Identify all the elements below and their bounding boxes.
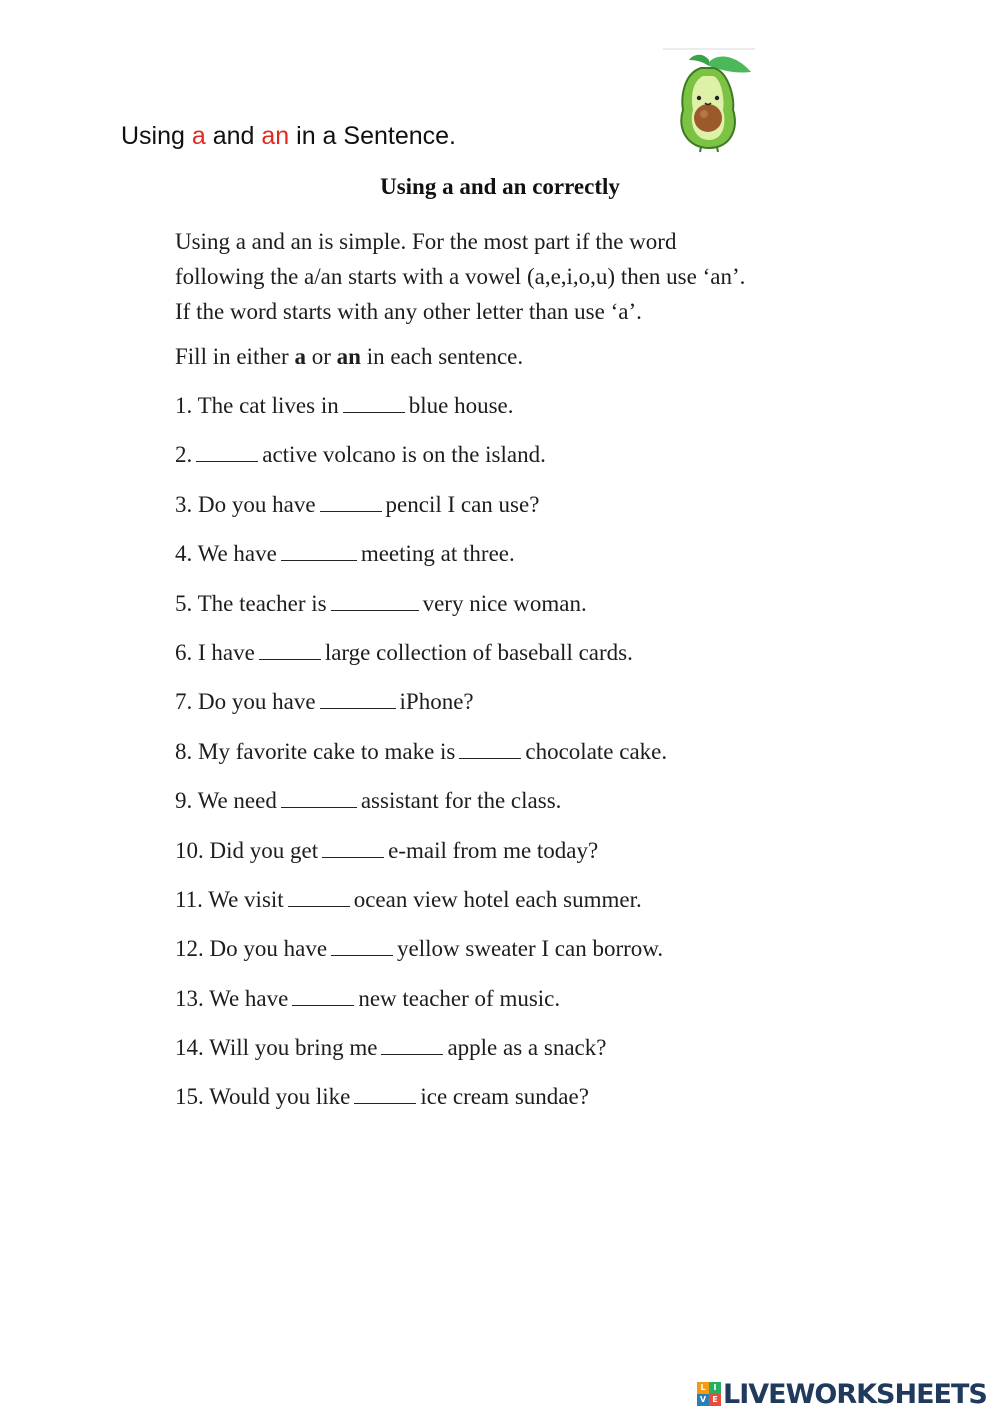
question-item: 5. The teacher is very nice woman. [175, 590, 587, 616]
intro-line: If the word starts with any other letter than use ‘a’. [175, 299, 642, 324]
answer-blank[interactable] [381, 1036, 443, 1055]
question-item: 4. We have meeting at three. [175, 541, 515, 567]
question-list [175, 393, 667, 1134]
answer-blank[interactable] [331, 937, 393, 956]
intro-line: Using a and an is simple. For the most part if the word [175, 229, 677, 254]
answer-blank[interactable] [288, 888, 350, 907]
question-item: 3. Do you have pencil I can use? [175, 491, 540, 517]
answer-blank[interactable] [281, 789, 357, 808]
answer-blank[interactable] [196, 443, 258, 462]
question-item: 8. My favorite cake to make is chocolate cake. [175, 738, 668, 764]
avocado-icon [663, 48, 755, 153]
question-item: 6. I have large collection of baseball cards. [175, 639, 633, 665]
highlight-an: an [261, 122, 290, 150]
answer-blank[interactable] [292, 987, 354, 1006]
answer-blank[interactable] [320, 690, 396, 709]
question-item: 15. Would you like ice cream sundae? [175, 1084, 589, 1110]
question-item: 2. active volcano is on the island. [175, 442, 546, 468]
intro-paragraph [175, 224, 875, 329]
answer-blank[interactable] [354, 1085, 416, 1104]
question-item: 13. We have new teacher of music. [175, 985, 561, 1011]
liveworksheets-logo-icon: L I V E [697, 1382, 721, 1406]
instruction-text: Fill in either a or an in each sentence. [175, 344, 524, 369]
question-item: 1. The cat lives in blue house. [175, 393, 514, 418]
question-item: 12. Do you have yellow sweater I can borrow. [175, 936, 664, 962]
logo-text: LIVEWORKSHEETS [723, 1378, 987, 1410]
liveworksheets-logo[interactable] [697, 1378, 987, 1410]
question-item: 14. Will you bring me apple as a snack? [175, 1035, 607, 1061]
answer-blank[interactable] [322, 839, 384, 858]
question-item: 11. We visit ocean view hotel each summer. [175, 886, 642, 912]
highlight-a: a [191, 122, 206, 150]
question-item: 9. We need assistant for the class. [175, 788, 562, 814]
intro-line: following the a/an starts with a vowel (a,e,i,o,u) then use ‘an’. [175, 264, 746, 289]
question-item: 7. Do you have iPhone? [175, 689, 474, 715]
worksheet-heading: Using a and an correctly [380, 174, 620, 199]
answer-blank[interactable] [331, 592, 419, 611]
page-title: Using a and an in a Sentence. [121, 122, 456, 150]
answer-blank[interactable] [259, 641, 321, 660]
answer-blank[interactable] [459, 740, 521, 759]
answer-blank[interactable] [320, 493, 382, 512]
answer-blank[interactable] [281, 542, 357, 561]
question-item: 10. Did you get e-mail from me today? [175, 837, 599, 863]
answer-blank[interactable] [343, 394, 405, 413]
